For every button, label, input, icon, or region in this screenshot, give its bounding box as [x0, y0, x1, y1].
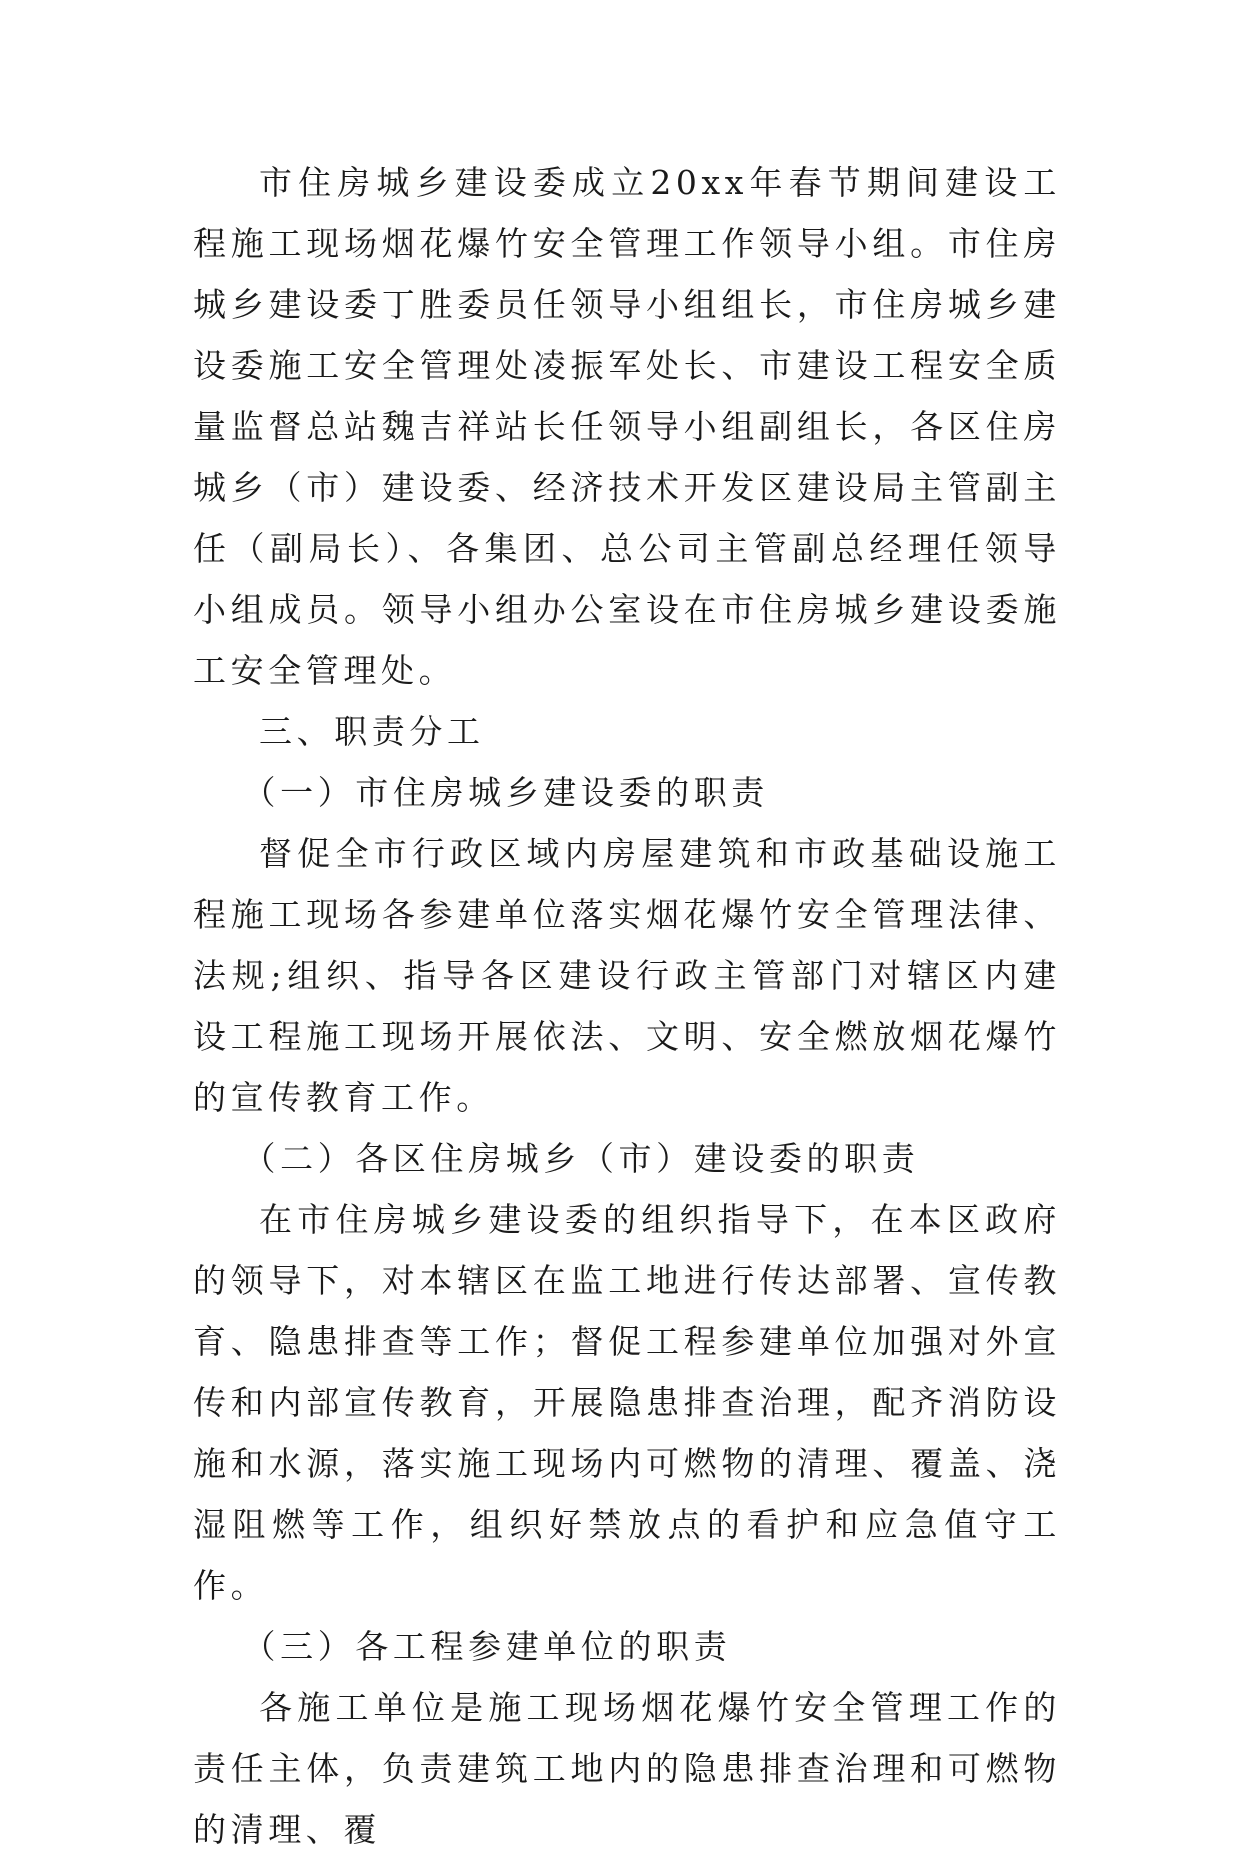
subheading-city-committee: （一）市住房城乡建设委的职责 — [242, 773, 769, 812]
subheading-participating-units: （三）各工程参建单位的职责 — [242, 1627, 732, 1666]
paragraph-city-committee-duties: 督促全市行政区域内房屋建筑和市政基础设施工程施工现场各参建单位落实烟花爆竹安全管理法律、法规;组织、指导各区建设行政主管部门对辖区内建设工程施工现场开展依法、文明、安全燃放烟花爆竹的宣传教育工作。 — [193, 834, 1061, 1117]
paragraph-participating-units-duties: 各施工单位是施工现场烟花爆竹安全管理工作的责任主体，负责建筑工地内的隐患排查治理和可燃物的清理、覆 — [193, 1688, 1061, 1849]
section-heading-duties: 三、职责分工 — [259, 712, 485, 751]
subheading-district-committee: （二）各区住房城乡（市）建设委的职责 — [242, 1139, 920, 1178]
paragraph-district-committee-duties: 在市住房城乡建设委的组织指导下，在本区政府的领导下，对本辖区在监工地进行传达部署、宣传教育、隐患排查等工作；督促工程参建单位加强对外宣传和内部宣传教育，开展隐患排查治理，配齐消防设施和水源，落实施工现场内可燃物的清理、覆盖、浇湿阻燃等工作，组织好禁放点的看护和应急值守工作。 — [193, 1200, 1061, 1605]
document-body — [193, 152, 1061, 1860]
paragraph-leading-group: 市住房城乡建设委成立20xx年春节期间建设工程施工现场烟花爆竹安全管理工作领导小组。市住房城乡建设委丁胜委员任领导小组组长，市住房城乡建设委施工安全管理处凌振军处长、市建设工程安全质量监督总站魏吉祥站长任领导小组副组长，各区住房城乡（市）建设委、经济技术开发区建设局主管副主任（副局长）、各集团、总公司主管副总经理任领导小组成员。领导小组办公室设在市住房城乡建设委施工安全管理处。 — [193, 163, 1061, 690]
